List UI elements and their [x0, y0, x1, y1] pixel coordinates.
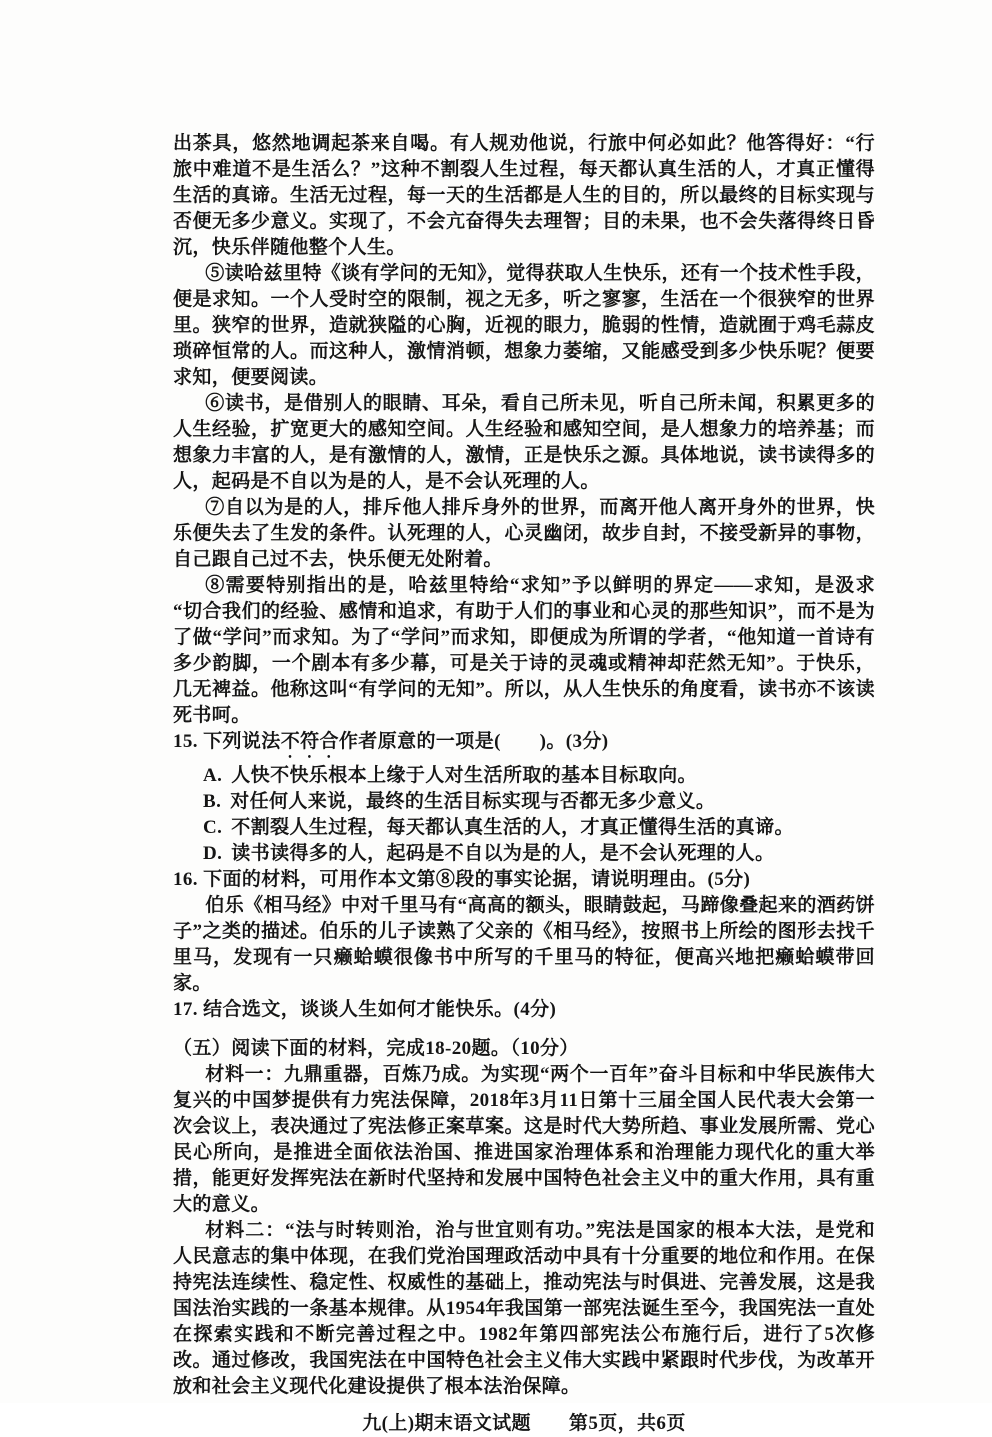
option-b [203, 789, 875, 815]
question-17-stem: 17. 结合选文，谈谈人生如何才能快乐。(4分) [173, 999, 557, 1020]
option-a-label: A. [203, 765, 223, 786]
option-d-text: 读书读得多的人，起码是不自以为是的人，是不会认死理的人。 [231, 843, 775, 864]
essay-paragraph-continuation: 出茶具，悠然地调起茶来自喝。有人规劝他说，行旅中何必如此？他答得好：“行旅中难道不是生活么？”这种不割裂人生过程，每天都认真生活的人，才真正懂得生活的真谛。生活无过程，每一天的生活都是人生的目的，所以最终的目标实现与否便无多少意义。实现了，不会亢奋得失去理智；目的未果，也不会失落得终日昏沉，快乐伴随他整个人生。 [173, 133, 875, 258]
footer-page-info: 第5页，共6页 [568, 1413, 686, 1434]
question-16 [173, 867, 875, 997]
question-15-options [203, 763, 875, 867]
option-b-label: B. [203, 791, 222, 812]
question-16-stem: 16. 下面的材料，可用作本文第⑧段的事实论据，请说明理由。(5分) [173, 869, 751, 890]
question-15 [173, 729, 875, 867]
section-5-material-2: 材料二：“法与时转则治，治与世宜则有功。”宪法是国家的根本大法，是党和人民意志的集中体现，在我们党治国理政活动中具有十分重要的地位和作用。在保持宪法连续性、稳定性、权威性的基础上，推动宪法与时俱进、完善发展，这是我国法治实践的一条基本规律。从1954年我国第一部宪法诞生至今，我国宪法一直处在探索实践和不断完善过程之中。1982年第四部宪法公布施行后，进行了5次修改。通过修改，我国宪法在中国特色社会主义伟大实践中紧跟时代步伐，为改革开放和社会主义现代化建设提供了根本法治保障。 [173, 1220, 875, 1397]
question-15-stem [173, 729, 875, 763]
question-16-material: 伯乐《相马经》中对千里马有“高高的额头，眼睛鼓起，马蹄像叠起来的酒药饼子”之类的描述。伯乐的儿子读熟了父亲的《相马经》，按照书上所绘的图形去找千里马，发现有一只癞蛤蟆很像书中所写的千里马的特征，便高兴地把癞蛤蟆带回家。 [173, 895, 875, 994]
option-c [203, 815, 875, 841]
question-15-stem-emphasis: 不符合 [280, 731, 339, 752]
option-c-text: 不割裂人生过程，每天都认真生活的人，才真正懂得生活的真谛。 [231, 817, 794, 838]
option-d [203, 841, 875, 867]
page-footer [173, 1411, 875, 1437]
option-a [203, 763, 875, 789]
footer-exam-title: 九(上)期末语文试题 [362, 1413, 531, 1434]
section-5-material-1: 材料一：九鼎重器，百炼乃成。为实现“两个一百年”奋斗目标和中华民族伟大复兴的中国梦提供有力宪法保障，2018年3月11日第十三届全国人民代表大会第一次会议上，表决通过了宪法修正案草案。这是时代大势所趋、事业发展所需、党心民心所向，是推进全面依法治国、推进国家治理体系和治理能力现代化的重大举措，能更好发挥宪法在新时代坚持和发展中国特色社会主义中的重大作用，具有重大的意义。 [173, 1064, 875, 1215]
essay-paragraph-8: ⑧需要特别指出的是，哈兹里特给“求知”予以鲜明的界定——求知，是汲求“切合我们的经验、感情和追求，有助于人们的事业和心灵的那些知识”，而不是为了做“学问”而求知。为了“学问”而求知，即便成为所谓的学者，“他知道一首诗有多少韵脚，一个剧本有多少幕，可是关于诗的灵魂或精神却茫然无知”。于快乐，几无裨益。他称这叫“有学问的无知”。所以，从人生快乐的角度看，读书亦不该读死书呵。 [173, 575, 875, 726]
option-a-text: 人快不快乐根本上缘于人对生活所取的基本目标取向。 [231, 765, 697, 786]
essay-paragraph-6: ⑥读书，是借别人的眼睛、耳朵，看自己所未见，听自己所未闻，积累更多的人生经验，扩宽更大的感知空间。人生经验和感知空间，是人想象力的培养基；而想象力丰富的人，是有激情的人，激情，正是快乐之源。具体地说，读书读得多的人，起码是不自以为是的人，是不会认死理的人。 [173, 393, 875, 492]
option-b-text: 对任何人来说，最终的生活目标实现与否都无多少意义。 [230, 791, 716, 812]
option-d-label: D. [203, 843, 223, 864]
question-15-stem-prefix: 15. 下列说法 [173, 731, 281, 752]
section-5 [173, 1036, 875, 1400]
option-c-label: C. [203, 817, 223, 838]
essay-paragraph-5: ⑤读哈兹里特《谈有学问的无知》，觉得获取人生快乐，还有一个技术性手段，便是求知。一个人受时空的限制，视之无多，听之寥寥，生活在一个很狭窄的世界里。狭窄的世界，造就狭隘的心胸，近视的眼力，脆弱的性情，造就囿于鸡毛蒜皮琐碎恒常的人。而这种人，激情消顿，想象力萎缩，又能感受到多少快乐呢？便要求知，便要阅读。 [173, 263, 875, 388]
section-5-header: （五）阅读下面的材料，完成18-20题。（10分） [173, 1038, 579, 1059]
essay-paragraph-7: ⑦自以为是的人，排斥他人排斥身外的世界，而离开他人离开身外的世界，快乐便失去了生发的条件。认死理的人，心灵幽闭，故步自封，不接受新异的事物，自己跟自己过不去，快乐便无处附着。 [173, 497, 875, 570]
page-content [173, 131, 875, 1437]
question-15-stem-suffix: 作者原意的一项是( )。(3分) [338, 731, 609, 752]
